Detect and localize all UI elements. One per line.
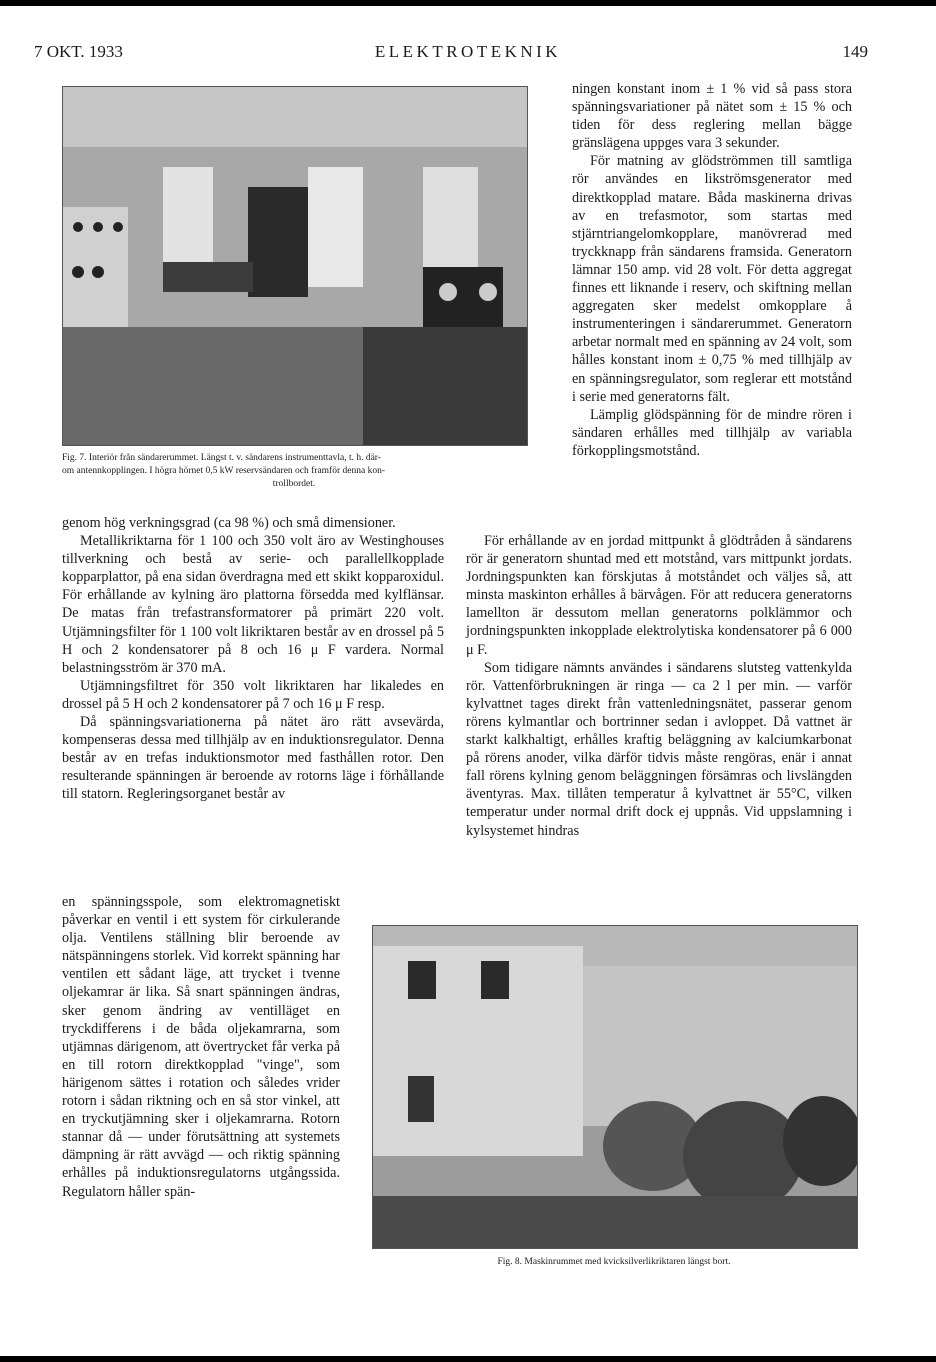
issue-date: 7 OKT. 1933 bbox=[34, 42, 123, 61]
figure-7-caption-line2: om antennkopplingen. I högra hörnet 0,5 kW reservsändaren och framför denna kon- bbox=[62, 466, 385, 476]
paragraph: Då spänningsvariationerna på nätet äro rätt avsevärda, kompenseras dessa med tillhjälp av en induktionsregulator. Denna består av en trefas induktionsmotor med fasthållen rotor. Den resulterande spänningen är beroende av rotorns läge i förhållande till statorn. Regleringsorganet består av bbox=[62, 714, 444, 803]
paragraph: genom hög verkningsgrad (ca 98 %) och små dimensioner. bbox=[62, 515, 396, 531]
page-number: 149 bbox=[842, 42, 868, 61]
bottom-border bbox=[0, 1356, 936, 1362]
paragraph: Lämplig glödspänning för de mindre rören i sändaren erhålles med tillhjälp av variabla förkopplingsmotstånd. bbox=[572, 406, 852, 459]
figure-7-caption-line1: Fig. 7. Interiör från sändarerummet. Längst t. v. sändarens instrumenttavla, t. h. där- bbox=[62, 453, 381, 463]
paragraph: ningen konstant inom ± 1 % vid så pass stora spänningsvariationer på nätet som ± 15 % och tiden för dess reglering mellan bägge gränslägena uppges vara 3 sekunder. bbox=[572, 81, 852, 152]
top-border bbox=[0, 0, 936, 6]
paragraph: För erhållande av en jordad mittpunkt å glödtråden å sändarens rör är generatorn shuntad med ett motstånd, vars mittpunkt jordats. Jordningspunkten kan förskjutas å motståndet och väljes så, att minsta maskinton erhålles å bärvågen. För att reducera generatorns lamellton är dessutom mellan generatorns polklämmor och jordningspunkten inkopplade elektrolytiska kondensatorer på 6 000 μ F. bbox=[466, 533, 852, 658]
right-column-top bbox=[572, 80, 852, 460]
paragraph: en spänningsspole, som elektromagnetiskt påverkar en ventil i ett system för cirkulerande olja. Ventilens ställning blir beroende av nätspänningens storlek. Vid korrekt spänning har ventilen ett sådant läge, att trycket i tvenne oljekamrar är lika. Så snart spänningen ändras, sker genom ändring av ventilläget en tryckdifferens i de båda oljekamrarna, som utjämnas därigenom, att övertrycket får verka på en till rotorn direktkopplad "vinge", som härigenom sättes i rotation och således vrider rotorn i sådan riktning och en så stor vinkel, att en tryckutjämning sker i oljekamrarna. Rotorn stannar då — under förutsättning att systemets dämpning är rätt avvägd — och riktig spänning erhålles på induktionsregulatorns utgångssida. Regulatorn håller spän- bbox=[62, 894, 340, 1200]
figure-8-photo bbox=[372, 925, 858, 1249]
figure-7-photo bbox=[62, 86, 528, 446]
paragraph: Utjämningsfiltret för 350 volt likriktaren har likaledes en drossel på 5 H och 2 kondensatorer på 7 och 16 μ F resp. bbox=[62, 677, 444, 712]
left-column-bottom bbox=[62, 893, 340, 1201]
figure-7-caption-line3: trollbordet. bbox=[272, 479, 316, 489]
right-column-mid bbox=[466, 532, 852, 840]
left-column-mid bbox=[62, 514, 444, 804]
paragraph: Metallikriktarna för 1 100 och 350 volt äro av Westinghouses tillverkning och bestå av serie- och parallellkopplade kopparplattor, på ena sidan överdragna med ett skikt kopparoxidul. För erhållande av kylning äro plattorna försedda med kylflänsar. De matas från trefastransformatorer på primärt 220 volt. Utjämningsfilter för 1 100 volt likriktaren består av en drossel på 5 H och 2 kondensatorer på 8 och 16 μ F vardera. Normal belastningsström är 370 mA. bbox=[62, 533, 444, 676]
figure-8-caption: Fig. 8. Maskinrummet med kvicksilverlikriktaren längst bort. bbox=[497, 1257, 731, 1267]
paragraph: För matning av glödströmmen till samtliga rör användes en likströmsgenerator med direktkopplad matare. Båda maskinerna drivas av en trefasmotor, som startas med stjärntriangelomkopplare, manövrerad med tryckknapp från sändarens framsida. Generatorn lämnar 150 amp. vid 28 volt. För detta aggregat finnes ett liknande i reserv, och skiftning mellan aggregaten sker medelst omkopplare å instrumenteringen i sändarerummet. Generatorn arbetar normalt med en spänning av 24 volt, som hålles konstant inom ± 0,75 % med tillhjälp av en spänningsregulator, som reglerar ett motstånd i serie med generatorns fält. bbox=[572, 153, 852, 405]
journal-title: ELEKTROTEKNIK bbox=[374, 42, 562, 61]
figure-7-caption bbox=[62, 452, 526, 491]
paragraph: Som tidigare nämnts användes i sändarens slutsteg vattenkylda rör. Vattenförbrukningen är ringa — ca 2 l per min. — varför kylvattnet tages direkt från vattenledningsnätet, passerar genom rörens kylmantlar och bortrinner sedan i avloppet. Då vattnet är starkt kalkhaltigt, erhålles kraftig beläggning av kalciumkarbonat på rörens anoder, vilka därför tidvis måste rengöras, enär i annat fall rörens kylning genom beläggningen försämras och livslängden äventyras. Max. tillåten temperatur å kylvattnet är 55°C, vilken temperatur under normal drift dock ej uppnås. Vid uppslamning i kylsystemet hindras bbox=[466, 659, 852, 839]
